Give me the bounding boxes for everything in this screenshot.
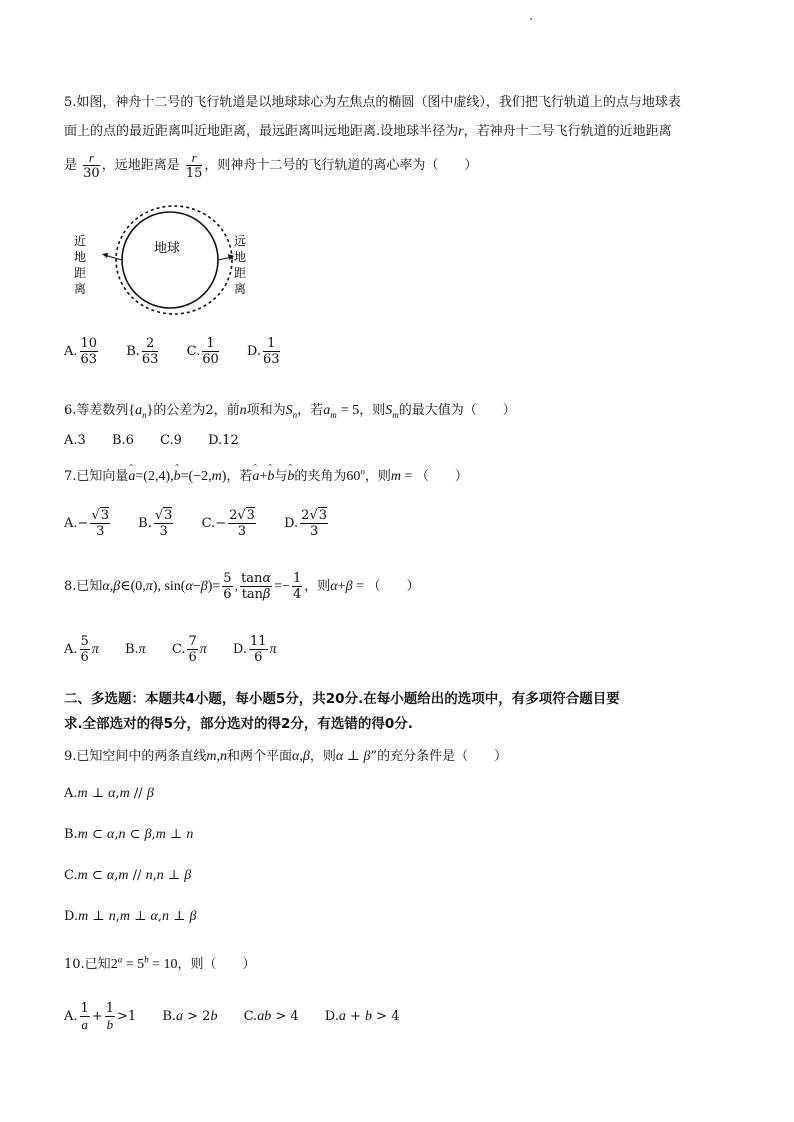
q9-option-c: C.m ⊂ α,m // n,n ⊥ β [64,868,192,883]
svg-text:距: 距 [74,266,87,280]
q5-option-d: D. $\frac{1}{63}$ [246,336,280,367]
q7-option-c: C.− $\frac{2√3}{3}$ [201,508,255,539]
q10-options [64,1001,421,1032]
q7-options [64,508,352,539]
q5-line1: 5.如图，神舟十二号的飞行轨道是以地球球心为左焦点的椭圆（图中虚线），我们把飞行轨道上的点与地球表 [64,95,681,110]
q6-option-c: C.9 [160,433,182,448]
near-fraction: $\frac{r}{30}$ [83,150,100,181]
svg-text:近: 近 [74,234,87,248]
q10-option-d: D.a + b > 4 [324,1009,400,1024]
q10-option-a: A. $\frac{1}{a}$ + $\frac{1}{b}$ >1 [64,1001,137,1032]
q8-option-b: B.π [124,642,146,657]
q8-stem: 8.已知α,β∈(0,π), sin(α−β)= $\frac{5}{6}$ , $\frac{\tan\alpha}{\tan\beta}$ =− $\frac{1}{4}$ ，则α+β = （ ） [64,571,420,602]
q6-option-b: B.6 [111,433,134,448]
q9-option-b: B.m ⊂ α,n ⊂ β,m ⊥ n [64,827,194,842]
svg-text:地: 地 [234,250,247,264]
q10-stem: 10.已知$2^a = 5^b = 10$，则（ ） [64,954,256,972]
q5-options [64,336,304,367]
q9-stem: 9.已知空间中的两条直线m,n和两个平面α,β，则α ⊥ β”的充分条件是（ ） [64,749,508,764]
svg-text:距: 距 [234,266,247,280]
q8-options [64,634,299,665]
q6-option-d: D.12 [208,433,239,448]
q9-option-d: D.m ⊥ n,m ⊥ α,n ⊥ β [64,909,197,924]
far-fraction: $\frac{r}{15}$ [185,150,203,181]
q5-line2a: 面上的点的最近距离叫近地距离，最远距离叫远地距离.设地球半径为 [64,124,459,139]
q10-option-b: B.a > 2b [162,1009,218,1024]
q10-option-c: C.ab > 4 [243,1009,299,1024]
q5-option-b: B. $\frac{2}{63}$ [126,336,159,367]
earth-circle [122,212,218,308]
svg-text:地: 地 [74,250,87,264]
q7-stem: 7.已知向量› a=(2,4),› b=(−2,m)，若› a+› b与› b的夹角为60$^o$，则m = （ ） [64,465,468,485]
q7-option-d: D. $\frac{2√3}{3}$ [284,508,328,539]
q7-option-b: B. $\frac{√3}{3}$ [138,508,173,539]
q5-line2: 面上的点的最近距离叫近地距离，最远距离叫远地距离.设地球半径为r，若神舟十二号飞行轨道的近地距离 [64,124,672,139]
section2-line1: 二、多选题：本题共4小题，每小题5分，共20分.在每小题给出的选项中，有多项符合题目要 [64,691,620,707]
q5-line3: 是 $\frac{r}{30}$ ，远地距离是 $\frac{r}{15}$ ，则神舟十二号的飞行轨道的离心率为（ ） [64,150,478,181]
q7-option-a: A.− $\frac{√3}{3}$ [64,508,110,539]
q8-option-d: D. $\frac{11}{6}$ π [232,634,277,665]
svg-text:离: 离 [234,282,247,296]
q9-option-a: A.m ⊥ α,m // β [64,786,154,801]
q5-option-a: A. $\frac{10}{63}$ [64,336,98,367]
scan-dot [530,18,532,20]
near-label [74,234,86,296]
q8-option-c: C. $\frac{7}{6}$ π [171,634,207,665]
q6-option-a: A.3 [64,433,86,448]
orbit-ellipse [116,206,232,314]
q8-option-a: A. $\frac{5}{6}$ π [64,634,99,665]
svg-text:离: 离 [74,282,87,296]
svg-text:远: 远 [234,234,247,248]
q6-options [64,433,261,448]
far-label [234,234,246,296]
section2-line2: 求.全部选对的得5分，部分选对的得2分，有选错的得0分. [64,716,413,732]
q6-stem: 6.等差数列$\{a_n\}$的公差为2，前n项和为$S_n$，若$a_m = 5$，则$S_m$的最大值为（ ） [64,403,516,420]
q5-line2b: ，若神舟十二号飞行轨道的近地距离 [463,124,672,139]
q5-option-c: C. $\frac{1}{60}$ [186,336,219,367]
earth-label: 地球 [154,241,181,256]
orbit-figure [66,205,266,315]
